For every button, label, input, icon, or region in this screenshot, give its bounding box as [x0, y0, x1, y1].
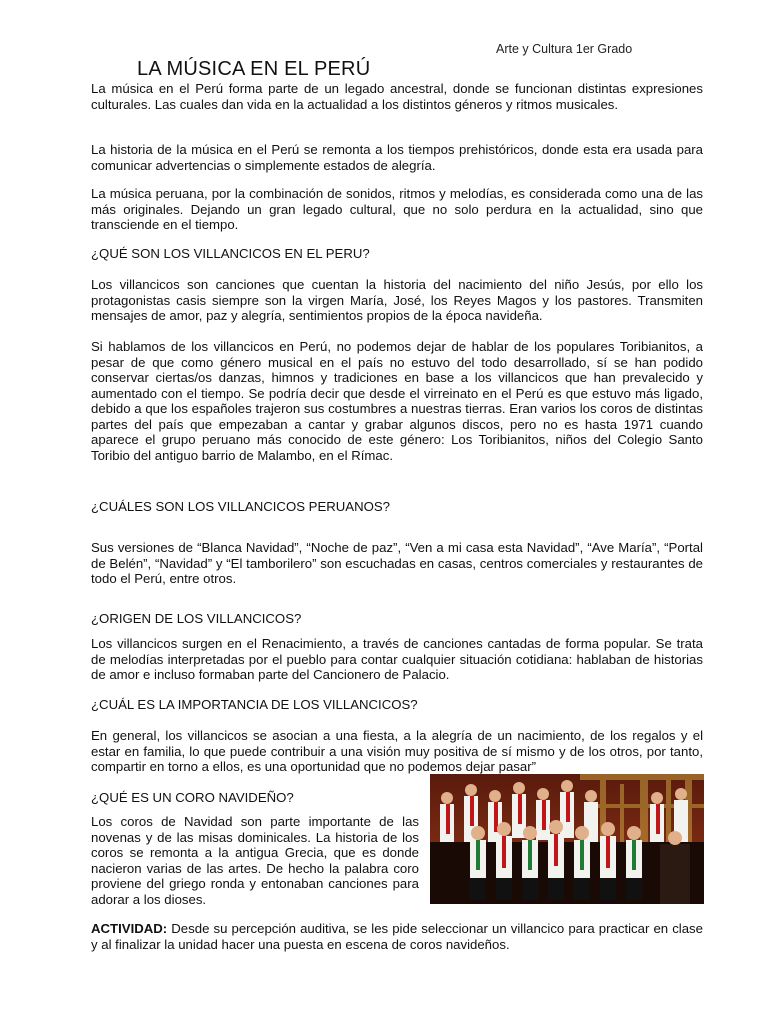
section-heading-origen: ¿ORIGEN DE LOS VILLANCICOS? [91, 611, 302, 626]
intro-paragraph-1: La música en el Perú forma parte de un legado ancestral, donde se funcionan distintas expresiones culturales. Las cuales dan vida en la actualidad a los distintos géneros y ritmos musicales. [91, 81, 703, 112]
intro-paragraph-3: La música peruana, por la combinación de sonidos, ritmos y melodías, es considerada como una de las más originales. Dejando un gran legado cultural, que no solo perdura en la actualidad, sino que transciende en el tiempo. [91, 186, 703, 232]
origen-paragraph: Los villancicos surgen en el Renacimiento, a través de canciones cantadas de forma popular. Se trata de melodías interpretadas por el pueblo para contar cualquier situación cotidiana: hablaban de historias de amor e incluso formaban parte del Cancionero de Palacio. [91, 636, 703, 682]
page-title: LA MÚSICA EN EL PERÚ [137, 58, 371, 80]
peruanos-paragraph: Sus versiones de “Blanca Navidad”, “Noche de paz”, “Ven a mi casa esta Navidad”, “Ave María”, “Portal de Belén”, “Navidad” y “El tamborilero” son escuchadas en casas, centros comerciales y restaurantes de todo el Perú, entre otros. [91, 540, 703, 586]
choir-photo [430, 774, 704, 904]
course-label: Arte y Cultura 1er Grado [496, 42, 633, 56]
activity-label: ACTIVIDAD: [91, 921, 168, 936]
section-heading-coro: ¿QUÉ ES UN CORO NAVIDEÑO? [91, 790, 294, 805]
activity-paragraph [91, 921, 703, 952]
section-heading-villancicos: ¿QUÉ SON LOS VILLANCICOS EN EL PERU? [91, 246, 370, 261]
choir-photo-illustration [430, 774, 704, 904]
coro-paragraph: Los coros de Navidad son parte importante de las novenas y de las misas dominicales. La historia de los coros se remonta a la antigua Grecia, que es donde nacieron varias de las artes. De hecho la palabra coro proviene del griego ronda y entonaban canciones para adorar a los dioses. [91, 814, 419, 907]
intro-paragraph-2: La historia de la música en el Perú se remonta a los tiempos prehistóricos, donde esta era usada para comunicar advertencias o simplemente estados de alegría. [91, 142, 703, 173]
importancia-paragraph: En general, los villancicos se asocian a una fiesta, a la alegría de un nacimiento, de los regalos y el estar en familia, lo que puede contribuir a una visión muy positiva de sí mismo y de los otros, por tanto, compartir en torno a ellos, es una oportunidad que no podemos dejar pasar” [91, 728, 703, 774]
section-heading-importancia: ¿CUÁL ES LA IMPORTANCIA DE LOS VILLANCICOS? [91, 697, 418, 712]
section-heading-peruanos: ¿CUÁLES SON LOS VILLANCICOS PERUANOS? [91, 499, 391, 514]
villancicos-paragraph-2: Si hablamos de los villancicos en Perú, no podemos dejar de hablar de los populares Toribianitos, a pesar de que como género musical en el país no estuvo del todo desarrollado, sí se han podido conservar ciertas/os danzas, himnos y tradiciones en base a los villancicos que han prevalecido y aumentado con el tiempo. Se podría decir que desde el virreinato en el Perú es que estuvo más ligado, debido a que los españoles trajeron sus costumbres a nuestras tierras. Eran varios los coros de distintas partes del país que empezaban a cantar y grabar algunos discos, pero no es hasta 1971 cuando aparece el grupo peruano más conocido de este género: Los Toribianitos, niños del Colegio Santo Toribio del antiguo barrio de Malambo, en el Rímac. [91, 339, 703, 463]
activity-text: Desde su percepción auditiva, se les pide seleccionar un villancico para practicar en clase y al finalizar la unidad hacer una puesta en escena de coros navideños. [91, 921, 703, 952]
villancicos-paragraph-1: Los villancicos son canciones que cuentan la historia del nacimiento del niño Jesús, por ello los protagonistas casis siempre son la virgen María, José, los Reyes Magos y los pastores. Transmiten mensajes de amor, paz y alegría, sentimientos propios de la época navideña. [91, 277, 703, 323]
